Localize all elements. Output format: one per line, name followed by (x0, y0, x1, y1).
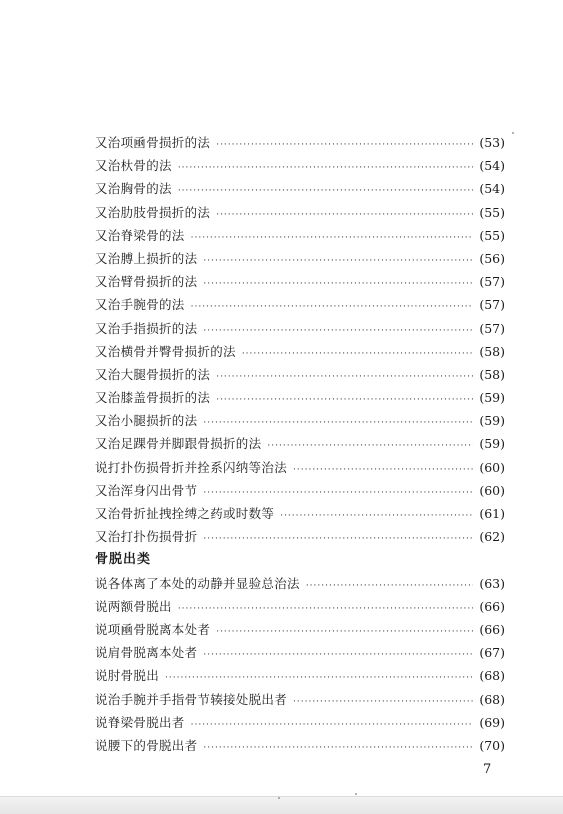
toc-entry-title: 又治膝盖骨损折的法 (95, 390, 211, 406)
toc-entry-page: (55) (479, 204, 505, 220)
toc-entry (95, 502, 505, 525)
toc-entry (95, 664, 505, 687)
toc-entry-title: 说各体离了本处的动静并显验总治法 (95, 575, 300, 591)
toc-entry-page: (60) (479, 482, 505, 498)
toc-entry-page: (66) (479, 598, 505, 614)
dot-leader (216, 204, 473, 227)
dot-leader (203, 250, 473, 273)
toc-entry-title: 又治横骨并臀骨损折的法 (95, 343, 236, 359)
dot-leader (216, 366, 473, 389)
toc-entry-title: 又治浑身闪出骨节 (95, 482, 198, 498)
toc-section-fractures (95, 131, 505, 548)
toc-entry (95, 201, 505, 224)
dot-leader (242, 343, 474, 366)
toc-entry-page: (68) (479, 668, 505, 684)
toc-entry-title: 说肩骨脱离本处者 (95, 645, 198, 661)
toc-entry-page: (55) (479, 227, 505, 243)
scan-speck (355, 793, 357, 795)
toc-entry-page: (57) (479, 320, 505, 336)
toc-entry-page: (59) (479, 390, 505, 406)
toc-entry (95, 270, 505, 293)
dot-leader (293, 691, 473, 714)
dot-leader (216, 134, 473, 157)
dot-leader (203, 273, 473, 296)
toc-entry-page: (63) (479, 575, 505, 591)
toc-entry (95, 317, 505, 340)
toc-entry-title: 说项凾骨脱离本处者 (95, 621, 211, 637)
dot-leader (203, 320, 473, 343)
toc-entry-page: (53) (479, 135, 505, 150)
dot-leader (191, 227, 474, 250)
table-of-contents (95, 131, 505, 757)
dot-leader (203, 528, 473, 551)
toc-entry-title: 又治杕骨的法 (95, 158, 172, 174)
dot-leader (293, 459, 473, 482)
toc-entry-page: (70) (479, 737, 505, 753)
scan-speck (512, 132, 514, 134)
toc-entry (95, 409, 505, 432)
toc-entry-title: 又治膊上损折的法 (95, 250, 198, 266)
toc-entry-page: (54) (479, 158, 505, 174)
dot-leader (306, 575, 474, 598)
toc-entry-title: 说肘骨脱出 (95, 668, 160, 684)
dot-leader (267, 435, 473, 458)
toc-entry (95, 711, 505, 734)
dot-leader (280, 505, 473, 528)
toc-entry-title: 说打扑伤损骨折并拴系闪纳等治法 (95, 459, 288, 475)
toc-entry-page: (66) (479, 621, 505, 637)
dot-leader (216, 621, 473, 644)
dot-leader (203, 644, 473, 667)
toc-entry-title: 说两额骨脱出 (95, 598, 172, 614)
toc-entry (95, 154, 505, 177)
toc-entry (95, 340, 505, 363)
toc-entry (95, 177, 505, 200)
dot-leader (178, 180, 474, 203)
toc-entry-title: 又治手腕骨的法 (95, 297, 185, 313)
toc-entry-title: 又治臂骨损折的法 (95, 274, 198, 290)
toc-entry-page: (61) (479, 506, 505, 521)
toc-entry (95, 363, 505, 386)
toc-entry-page: (58) (479, 366, 505, 382)
toc-entry-page: (67) (479, 645, 505, 661)
toc-entry (95, 572, 505, 595)
toc-entry-page: (60) (479, 459, 505, 475)
toc-entry-title: 说腰下的骨脱出者 (95, 737, 198, 753)
toc-entry (95, 479, 505, 502)
toc-entry (95, 595, 505, 618)
toc-entry-title: 说脊梁骨脱出者 (95, 714, 185, 730)
toc-entry-page: (69) (479, 714, 505, 730)
toc-entry (95, 688, 505, 711)
toc-entry-page: (57) (479, 297, 505, 313)
dot-leader (203, 737, 473, 760)
toc-entry (95, 293, 505, 316)
toc-entry (95, 734, 505, 757)
toc-entry-title: 又治打扑伤损骨折 (95, 529, 198, 545)
toc-entry-page: (59) (479, 413, 505, 429)
dot-leader (191, 714, 474, 737)
toc-entry (95, 618, 505, 641)
toc-entry-title: 又治脊梁骨的法 (95, 227, 185, 243)
toc-entry (95, 525, 505, 548)
toc-entry (95, 386, 505, 409)
scan-speck (278, 797, 280, 799)
toc-entry (95, 456, 505, 479)
toc-entry-title: 又治胸骨的法 (95, 181, 172, 197)
toc-entry (95, 641, 505, 664)
toc-entry (95, 131, 505, 154)
toc-entry-page: (59) (479, 436, 505, 452)
toc-entry-title: 又治项凾骨损折的法 (95, 135, 211, 150)
dot-leader (178, 598, 474, 621)
toc-entry-title: 又治小腿损折的法 (95, 413, 198, 429)
page-number: 7 (483, 762, 492, 777)
dot-leader (216, 389, 473, 412)
dot-leader (178, 157, 474, 180)
toc-entry-page: (58) (479, 343, 505, 359)
dot-leader (191, 296, 474, 319)
toc-entry-page: (62) (479, 529, 505, 545)
toc-entry-title: 又治骨折扯拽拴缚之药或时数等 (95, 506, 275, 521)
toc-entry (95, 432, 505, 455)
section-heading: 骨脱出类 (95, 552, 152, 568)
toc-entry (95, 247, 505, 270)
scan-bottom-edge (0, 796, 563, 814)
toc-entry-title: 又治肋肢骨损折的法 (95, 204, 211, 220)
toc-entry-title: 又治足踝骨并脚跟骨损折的法 (95, 436, 262, 452)
toc-entry-title: 说治手腕并手指骨节辏接处脱出者 (95, 691, 288, 707)
toc-section-dislocations (95, 572, 505, 758)
toc-entry-page: (56) (479, 250, 505, 266)
toc-entry-page: (57) (479, 274, 505, 290)
toc-entry-title: 又治手指损折的法 (95, 320, 198, 336)
toc-entry-title: 又治大腿骨损折的法 (95, 366, 211, 382)
toc-entry-page: (68) (479, 691, 505, 707)
toc-entry-page: (54) (479, 181, 505, 197)
toc-entry (95, 224, 505, 247)
